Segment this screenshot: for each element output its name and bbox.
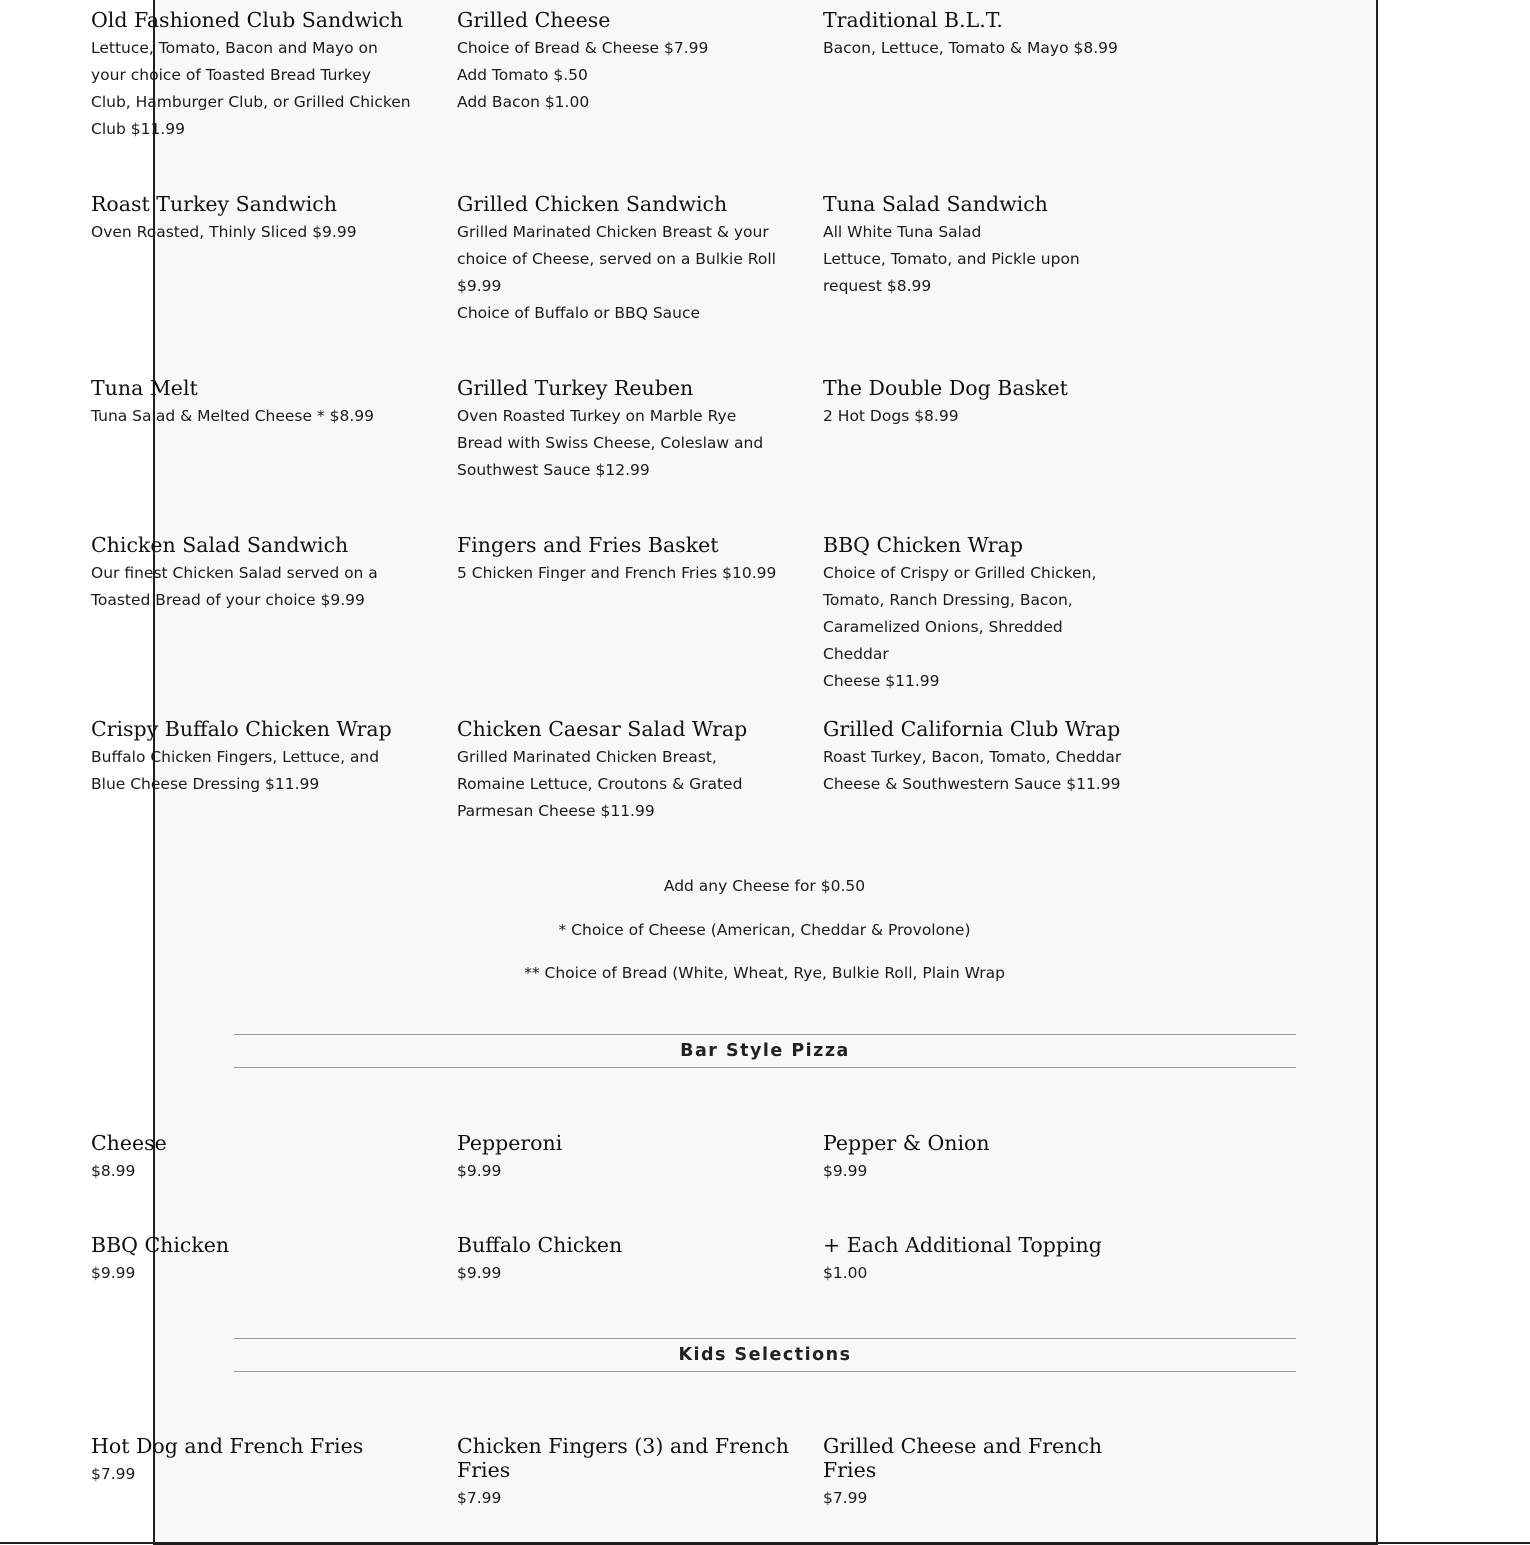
item-price: $9.99: [457, 1264, 502, 1282]
menu-item: [457, 8, 823, 192]
item-price: $9.99: [823, 1162, 868, 1180]
menu-item: [823, 533, 1143, 717]
menu-item: [91, 533, 457, 717]
item-title: Roast Turkey Sandwich: [91, 192, 337, 216]
item-title: Grilled Chicken Sandwich: [457, 192, 728, 216]
menu-item: [823, 8, 1143, 192]
menu-item: [91, 8, 457, 192]
item-title: Pepper & Onion: [823, 1131, 990, 1155]
sandwich-grid: [91, 8, 1151, 867]
note-add-cheese: Add any Cheese for $0.50: [663, 877, 866, 895]
menu-item: [823, 376, 1143, 533]
menu-item: [91, 1131, 457, 1233]
item-title: Tuna Melt: [91, 376, 198, 400]
item-price: $8.99: [91, 1162, 136, 1180]
item-description: 5 Chicken Finger and French Fries $10.99: [457, 564, 777, 582]
item-title: Old Fashioned Club Sandwich: [91, 8, 404, 32]
menu-item: [91, 1233, 457, 1335]
item-price: $1.00: [823, 1264, 868, 1282]
item-description: Bacon, Lettuce, Tomato & Mayo $8.99: [823, 39, 1118, 57]
item-description: Grilled Marinated Chicken Breast & your choice of Cheese, served on a Bulkie Roll $9.99 Choice of Buffalo or BBQ Sauce: [457, 223, 776, 322]
item-description: Our finest Chicken Salad served on a Toasted Bread of your choice $9.99: [91, 564, 378, 609]
item-price: $9.99: [457, 1162, 502, 1180]
item-description: Oven Roasted, Thinly Sliced $9.99: [91, 223, 357, 241]
item-title: Grilled Cheese and French Fries: [823, 1434, 1103, 1482]
item-title: BBQ Chicken: [91, 1233, 230, 1257]
menu-item: [823, 717, 1143, 867]
item-description: 2 Hot Dogs $8.99: [823, 407, 959, 425]
menu-item: [91, 717, 457, 867]
item-title: Chicken Salad Sandwich: [91, 533, 349, 557]
item-description: Lettuce, Tomato, Bacon and Mayo on your choice of Toasted Bread Turkey Club, Hamburger Club, or Grilled Chicken Club $11.99: [91, 39, 411, 138]
item-title: Chicken Caesar Salad Wrap: [457, 717, 748, 741]
item-title: Grilled Turkey Reuben: [457, 376, 694, 400]
menu-item: [823, 1434, 1143, 1512]
menu-item: [457, 376, 823, 533]
item-title: Fingers and Fries Basket: [457, 533, 719, 557]
menu-item: [457, 1434, 823, 1512]
menu-item: [457, 1233, 823, 1335]
item-description: Grilled Marinated Chicken Breast, Romaine Lettuce, Croutons & Grated Parmesan Cheese $11.99: [457, 748, 743, 820]
item-description: Oven Roasted Turkey on Marble Rye Bread with Swiss Cheese, Coleslaw and Southwest Sauce $12.99: [457, 407, 764, 479]
item-price: $7.99: [457, 1489, 502, 1507]
item-description: Buffalo Chicken Fingers, Lettuce, and Blue Cheese Dressing $11.99: [91, 748, 380, 793]
item-title: Tuna Salad Sandwich: [823, 192, 1048, 216]
section-heading-kids: Kids Selections: [234, 1338, 1296, 1372]
item-description: Choice of Crispy or Grilled Chicken, Tomato, Ranch Dressing, Bacon, Caramelized Onions, Shredded Cheddar Cheese $11.99: [823, 564, 1097, 690]
menu-item: [457, 1131, 823, 1233]
section-heading-pizza: Bar Style Pizza: [234, 1034, 1296, 1068]
item-title: Traditional B.L.T.: [823, 8, 1003, 32]
menu-notes: [153, 870, 1376, 1001]
menu-item: [823, 1233, 1143, 1335]
menu-item: [823, 192, 1143, 376]
note-cheese-choice: * Choice of Cheese (American, Cheddar & Provolone): [558, 920, 971, 939]
item-title: Grilled Cheese: [457, 8, 611, 32]
pizza-grid: [91, 1131, 1151, 1335]
item-title: Crispy Buffalo Chicken Wrap: [91, 717, 392, 741]
item-price: $7.99: [823, 1489, 868, 1507]
item-title: Cheese: [91, 1131, 167, 1155]
menu-item: [457, 533, 823, 717]
item-title: Pepperoni: [457, 1131, 563, 1155]
note-bread-choice: ** Choice of Bread (White, Wheat, Rye, Bulkie Roll, Plain Wrap: [524, 964, 1005, 982]
menu-item: [457, 717, 823, 867]
item-description: Roast Turkey, Bacon, Tomato, Cheddar Cheese & Southwestern Sauce $11.99: [823, 748, 1122, 793]
item-title: Buffalo Chicken: [457, 1233, 623, 1257]
item-title: The Double Dog Basket: [823, 376, 1068, 400]
item-title: Grilled California Club Wrap: [823, 717, 1121, 741]
kids-grid: [91, 1434, 1151, 1512]
item-description: Choice of Bread & Cheese $7.99 Add Tomato $.50 Add Bacon $1.00: [457, 39, 709, 111]
menu-item: [457, 192, 823, 376]
page-bottom-rule: [0, 1542, 1530, 1544]
menu-item: [91, 192, 457, 376]
item-title: + Each Additional Topping: [823, 1233, 1102, 1257]
item-title: Chicken Fingers (3) and French Fries: [457, 1434, 789, 1482]
menu-item: [91, 1434, 457, 1512]
item-title: Hot Dog and French Fries: [91, 1434, 364, 1458]
item-description: Tuna Salad & Melted Cheese * $8.99: [91, 407, 375, 425]
menu-item: [91, 376, 457, 533]
menu-item: [823, 1131, 1143, 1233]
item-title: BBQ Chicken Wrap: [823, 533, 1023, 557]
item-price: $7.99: [91, 1465, 136, 1483]
item-description: All White Tuna Salad Lettuce, Tomato, and Pickle upon request $8.99: [823, 223, 1080, 295]
item-price: $9.99: [91, 1264, 136, 1282]
